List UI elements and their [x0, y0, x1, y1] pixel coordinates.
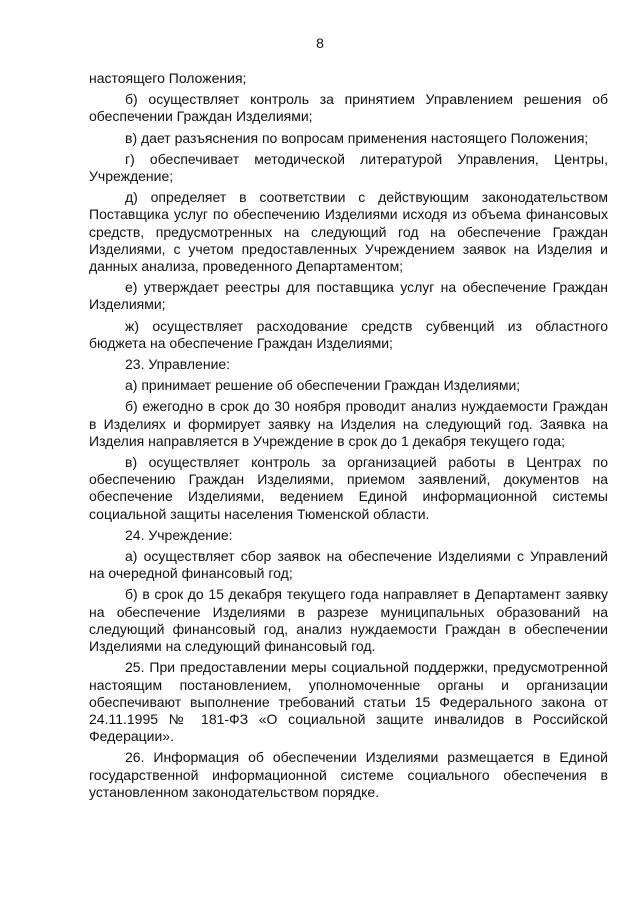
paragraph-23a: а) принимает решение об обеспечении Граждан Изделиями;	[125, 377, 521, 394]
paragraph-22zh: ж) осуществляет расходование средств субвенций из областного бюджета на обеспечение Граждан Изделиями;	[89, 317, 608, 351]
section-25: 25. При предоставлении меры социальной поддержки, предусмотренной настоящим постановлением, уполномоченные органы и организации обеспечивают выполнение требований статьи 15 Федерального закона от 24.11.1995 № 181-ФЗ «О социальной защите инвалидов в Российской Федерации».	[89, 659, 608, 745]
paragraph-22e: е) утверждает реестры для поставщика услуг на обеспечение Граждан Изделиями;	[89, 279, 608, 313]
paragraph-continuation: настоящего Положения;	[89, 70, 247, 86]
paragraph-22v: в) дает разъяснения по вопросам применения настоящего Положения;	[125, 129, 589, 146]
paragraph-24a: а) осуществляет сбор заявок на обеспечение Изделиями с Управлений на очередной финансовый год;	[89, 548, 608, 582]
section-26: 26. Информация об обеспечении Изделиями размещается в Единой государственной информационной системе социального обеспечения в установленном законодательством порядке.	[89, 749, 608, 800]
page-number: 8	[316, 35, 324, 51]
document-body	[89, 70, 608, 805]
paragraph-23v: в) осуществляет контроль за организацией работы в Центрах по обеспечению Граждан Изделиями, приемом заявлений, документов на обеспечение Изделиями, ведением Единой информационной системы социальной защиты населения Тюменской области.	[89, 454, 608, 522]
paragraph-22d: д) определяет в соответствии с действующим законодательством Поставщика услуг по обеспечению Изделиями исходя из объема финансовых средств, предусмотренных на следующий год на обеспечение Граждан Изделиями, с учетом предоставленных Учреждением заявок на Изделия и данных анализа, проведенного Департаментом;	[89, 189, 608, 275]
paragraph-22b: б) осуществляет контроль за принятием Управлением решения об обеспечении Граждан Изделиями;	[89, 91, 608, 125]
paragraph-24b: б) в срок до 15 декабря текущего года направляет в Департамент заявку на обеспечение Изделиями в разрезе муниципальных образований на следующий финансовый год, анализ нуждаемости Граждан в обеспечении Изделиями на следующий финансовый год.	[89, 586, 608, 655]
paragraph-22g: г) обеспечивает методической литературой Управления, Центры, Учреждение;	[89, 150, 608, 185]
section-23-heading: 23. Управление:	[125, 356, 231, 373]
paragraph-23b: б) ежегодно в срок до 30 ноября проводит анализ нуждаемости Граждан в Изделиях и формирует заявку на Изделия на следующий год. Заявка на Изделия направляется в Учреждение в срок до 1 декабря текущего года;	[89, 398, 608, 449]
section-24-heading: 24. Учреждение:	[125, 526, 233, 543]
